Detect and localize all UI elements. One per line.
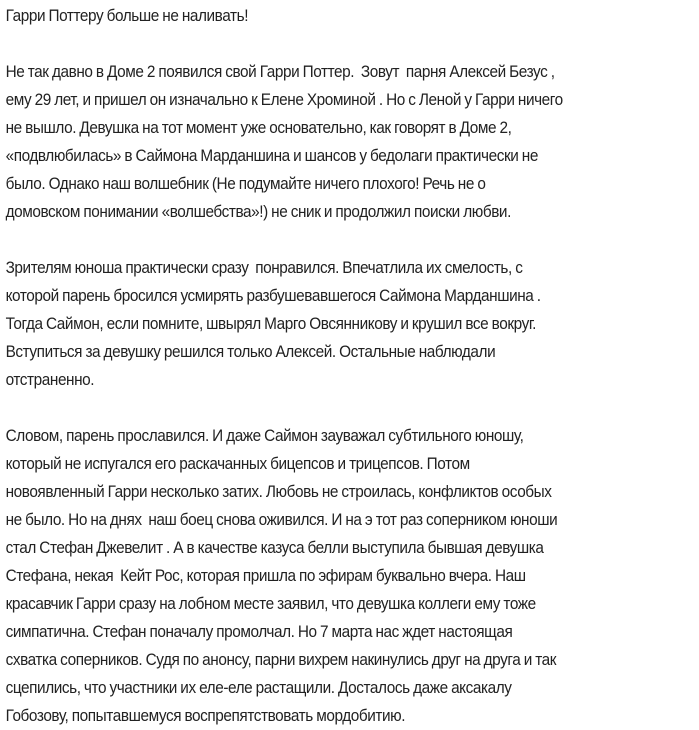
text-line: Гобозову, попытавшемуся воспрепятствовать мордобитию. bbox=[5, 707, 406, 725]
text-line: Зрителям юноша практически сразу понравился. Впечатлила их смелость, с bbox=[5, 259, 523, 277]
text-line: сцепились, что участники их еле-еле растащили. Досталось даже аксакалу bbox=[5, 679, 512, 697]
text-line: схватка соперников. Судя по анонсу, парни вихрем накинулись друг на друга и так bbox=[5, 651, 557, 669]
text-line: Тогда Саймон, если помните, швырял Марго Овсянникову и крушил все вокруг. bbox=[5, 315, 536, 333]
text-line: не было. Но на днях наш боец снова оживился. И на э тот раз соперником юноши bbox=[5, 511, 558, 529]
paragraph-1 bbox=[6, 58, 696, 226]
text-line: Вступиться за девушку решился только Алексей. Остальные наблюдали bbox=[5, 343, 496, 361]
text-line: не вышло. Девушка на тот момент уже основательно, как говорят в Доме 2, bbox=[5, 119, 512, 137]
text-line: новоявленный Гарри несколько затих. Любовь не строилась, конфликтов особых bbox=[5, 483, 552, 501]
text-line: которой парень бросился усмирять разбушевавшегося Саймона Марданшина . bbox=[5, 287, 541, 305]
text-line: ему 29 лет, и пришел он изначально к Елене Хроминой . Но с Леной у Гарри ничего bbox=[5, 91, 563, 109]
article-title bbox=[6, 2, 696, 30]
text-line: домовском понимании «волшебства»!) не сник и продолжил поиски любви. bbox=[5, 203, 511, 221]
title-text: Гарри Поттеру больше не наливать! bbox=[5, 7, 249, 25]
text-line: красавчик Гарри сразу на лобном месте заявил, что девушка коллеги ему тоже bbox=[5, 595, 536, 613]
text-line: отстраненно. bbox=[5, 371, 95, 389]
text-line: Не так давно в Доме 2 появился свой Гарри Поттер. Зовут парня Алексей Безус , bbox=[5, 63, 555, 81]
text-line: стал Стефан Джевелит . А в качестве казуса белли выступила бывшая девушка bbox=[5, 539, 544, 557]
text-line: симпатична. Стефан поначалу промолчал. Но 7 марта нас ждет настоящая bbox=[5, 623, 513, 641]
text-line: Словом, парень прославился. И даже Саймон зауважал субтильного юношу, bbox=[5, 427, 524, 445]
paragraph-2 bbox=[6, 254, 696, 394]
text-line: «подвлюбилась» в Саймона Марданшина и шансов у бедолаги практически не bbox=[5, 147, 538, 165]
text-line: было. Однако наш волшебник (Не подумайте ничего плохого! Речь не о bbox=[5, 175, 486, 193]
text-line: который не испугался его раскачанных бицепсов и трицепсов. Потом bbox=[5, 455, 470, 473]
text-line: Стефана, некая Кейт Рос, которая пришла по эфирам буквально вчера. Наш bbox=[5, 567, 526, 585]
paragraph-3 bbox=[6, 422, 696, 730]
